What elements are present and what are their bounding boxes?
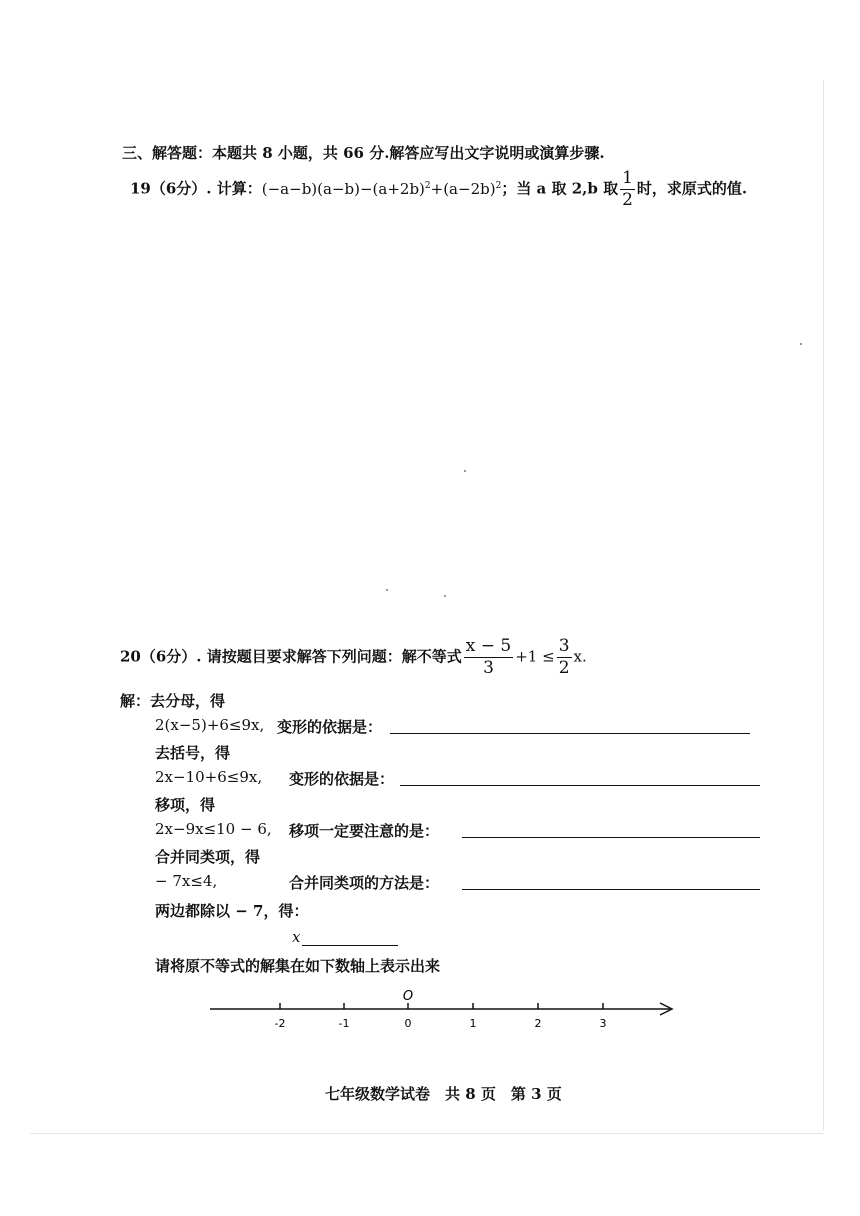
step2-answer-blank[interactable] — [400, 769, 760, 786]
q20-label: 20（6分）. 请按题目要求解答下列问题：解不等式 — [120, 647, 462, 666]
step2-title: 去括号，得 — [155, 744, 231, 762]
scan-speck — [386, 589, 388, 591]
q20-fraction-left: $\frac{x - 5}{3}$ — [465, 636, 512, 678]
scan-speck — [800, 343, 802, 345]
step4-answer-blank[interactable] — [462, 873, 760, 890]
numberline-instruction: 请将原不等式的解集在如下数轴上表示出来 — [155, 957, 441, 975]
q19-expression: $(-a-b)(a-b)-(a+2b)^2+(a-2b)^2$ — [261, 179, 502, 198]
page-footer: 七年级数学试卷 共 8 页 第 3 页 — [325, 1085, 562, 1103]
q19-label: 19（6分）. 计算： — [130, 179, 262, 198]
tick-label: 2 — [534, 1017, 542, 1030]
tick-label: -1 — [338, 1017, 350, 1030]
step3-question: 移项一定要注意的是： — [289, 822, 440, 840]
step4-question: 合并同类项的方法是： — [289, 874, 440, 892]
final-answer-blank[interactable] — [302, 929, 398, 946]
origin-label: O — [402, 989, 414, 1004]
solution-intro: 解：去分母，得 — [120, 692, 226, 710]
step5-title: 两边都除以 − 7，得： — [155, 902, 309, 920]
q19-condition: ；当 a 取 2,b 取 — [501, 179, 619, 198]
scan-speck — [464, 470, 466, 472]
scan-speck — [444, 595, 446, 597]
step1-equation: 2(x−5)+6≤9x, — [155, 716, 265, 734]
q20-fraction-right: $\frac{3}{2}$ — [558, 636, 570, 678]
step1-question: 变形的依据是： — [277, 718, 383, 736]
section-heading: 三、解答题：本题共 8 小题，共 66 分.解答应写出文字说明或演算步骤. — [122, 144, 605, 162]
answer-variable: x — [292, 928, 301, 946]
q20-middle: +1 ≤ — [515, 647, 555, 666]
q19-fraction: $\frac{1}{2}$ — [622, 168, 633, 210]
step3-equation: 2x−9x≤10 − 6, — [155, 820, 272, 838]
step4-title: 合并同类项，得 — [155, 848, 261, 866]
step1-answer-blank[interactable] — [390, 717, 750, 734]
question-19 — [130, 170, 747, 209]
tick-label: 0 — [404, 1017, 412, 1030]
page-edge — [823, 80, 824, 1130]
step4-equation: − 7x≤4, — [155, 872, 218, 890]
step2-equation: 2x−10+6≤9x, — [155, 768, 263, 786]
step3-answer-blank[interactable] — [462, 821, 760, 838]
step3-title: 移项，得 — [155, 796, 216, 814]
q19-tail: 时，求原式的值. — [636, 179, 748, 198]
tick-label: -2 — [274, 1017, 286, 1030]
q20-tail: x. — [573, 647, 587, 666]
number-line[interactable] — [200, 980, 700, 1040]
tick-label: 1 — [469, 1017, 477, 1030]
step2-question: 变形的依据是： — [289, 770, 395, 788]
question-20 — [120, 638, 587, 677]
tick-label: 3 — [599, 1017, 607, 1030]
page-edge — [30, 1133, 824, 1134]
